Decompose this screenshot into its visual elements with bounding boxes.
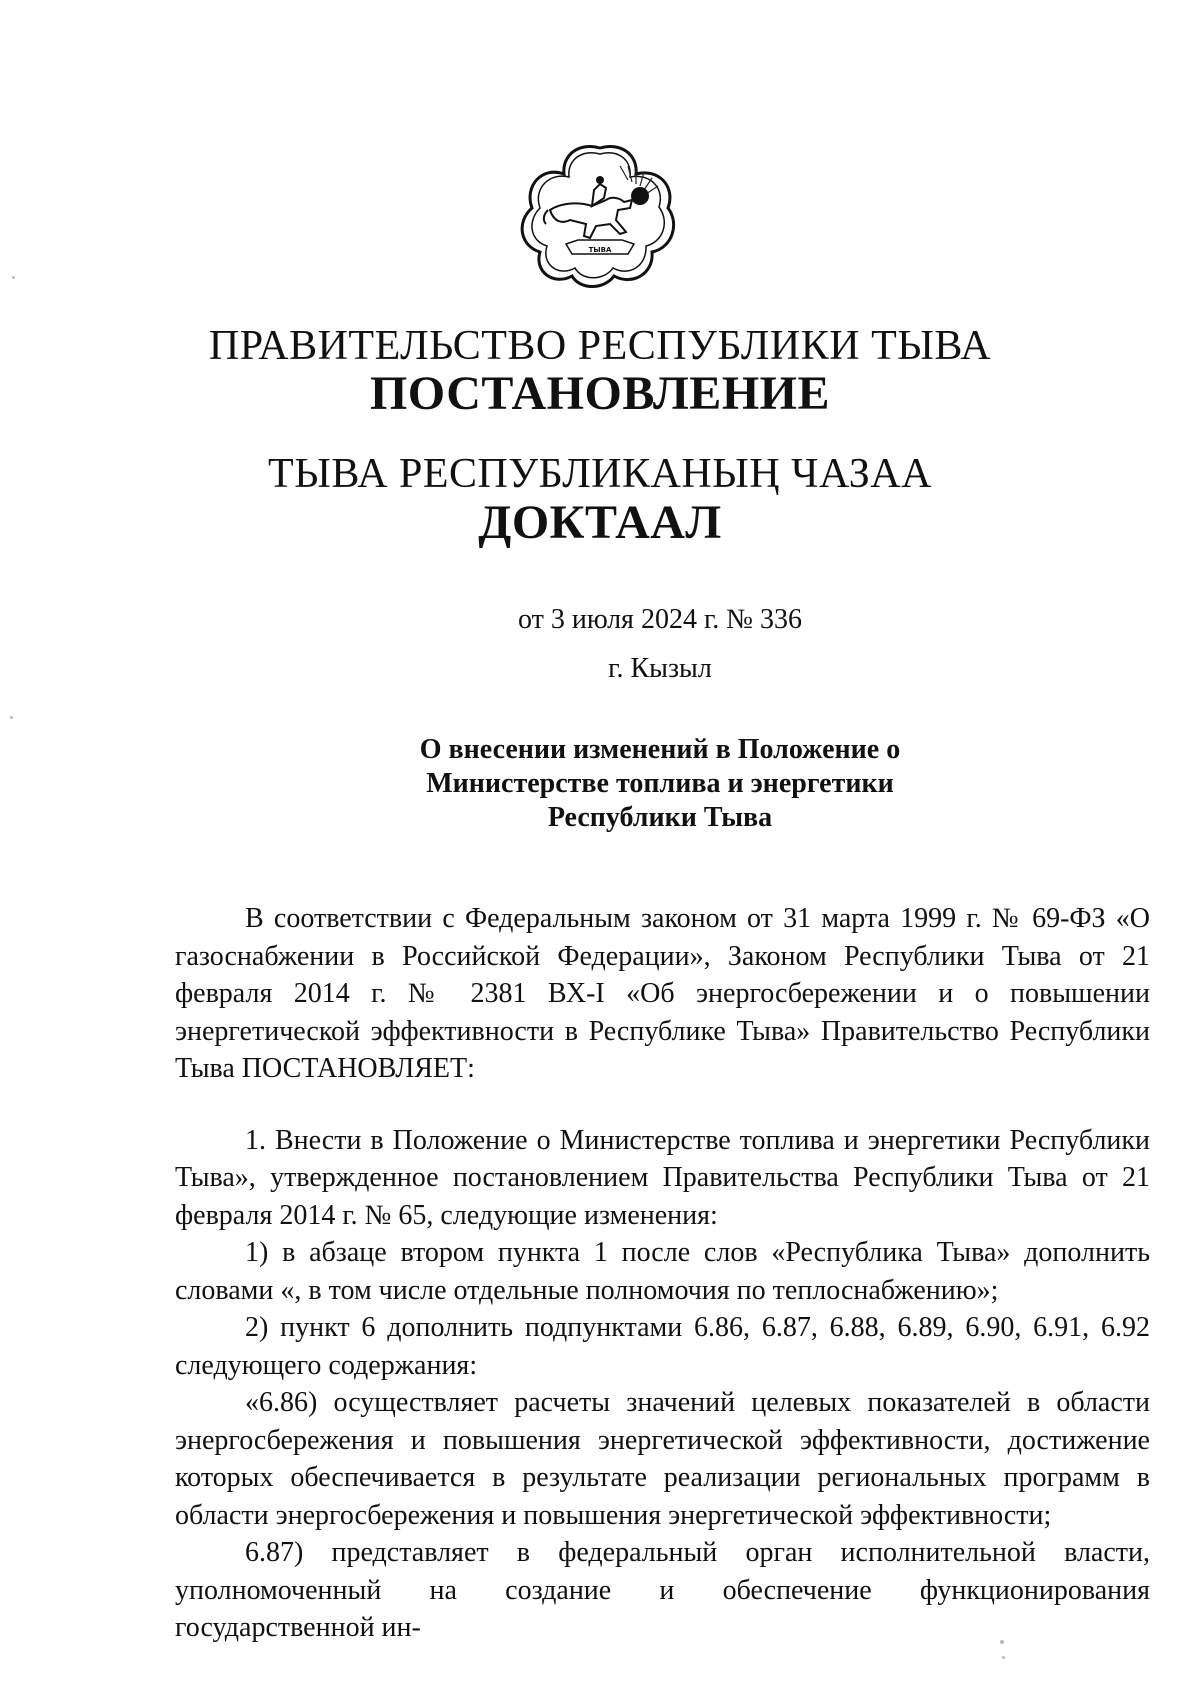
document-title bbox=[60, 733, 1200, 835]
government-name-ru: ПРАВИТЕЛЬСТВО РЕСПУБЛИКИ ТЫВА bbox=[208, 323, 992, 369]
scan-speck bbox=[10, 716, 13, 719]
title-line: Министерстве топлива и энергетики bbox=[426, 768, 894, 799]
body-paragraph: 1) в абзаце втором пункта 1 после слов «Республика Тыва» дополнить словами «, в том числе отдельные полномочия по теплоснабжению»; bbox=[175, 1237, 1150, 1306]
body-paragraph: «6.86) осуществляет расчеты значений целевых показателей в области энергосбережения и повышения энергетической эффективности, достижение которых обеспечивается в результате реализации региональных программ в области энергосбережения и повышения энергетической эффективности; bbox=[175, 1387, 1150, 1531]
document-type-tyv: ДОКТААЛ bbox=[478, 496, 722, 549]
emblem-label: ТЫВА bbox=[588, 246, 612, 254]
scan-speck bbox=[12, 276, 15, 279]
title-line: О внесении изменений в Положение о bbox=[419, 734, 901, 765]
body-paragraph: 1. Внести в Положение о Министерстве топлива и энергетики Республики Тыва», утвержденное постановлением Правительства Республики Тыва от 21 февраля 2014 г. № 65, следующие изменения: bbox=[175, 1124, 1150, 1231]
date-and-number: от 3 июля 2024 г. № 336 bbox=[518, 604, 802, 635]
document-body bbox=[175, 900, 1150, 1647]
coat-of-arms-icon bbox=[520, 140, 680, 290]
scan-speck bbox=[1000, 1640, 1004, 1644]
preamble-paragraph: В соответствии с Федеральным законом от 31 марта 1999 г. № 69-ФЗ «О газоснабжении в Российской Федерации», Законом Республики Тыва от 21 февраля 2014 г. № 2381 ВХ-I «Об энергосбережении и о повышении энергетической эффективности в Республике Тыва» Правительство Республики Тыва ПОСТАНОВЛЯЕТ: bbox=[175, 903, 1150, 1084]
body-paragraph: 2) пункт 6 дополнить подпунктами 6.86, 6.87, 6.88, 6.89, 6.90, 6.91, 6.92 следующего содержания: bbox=[175, 1312, 1150, 1381]
title-line: Республики Тыва bbox=[547, 802, 773, 833]
scan-speck bbox=[1002, 1656, 1005, 1659]
document-type-ru: ПОСТАНОВЛЕНИЕ bbox=[369, 367, 831, 420]
body-paragraph: 6.87) представляет в федеральный орган исполнительной власти, уполномоченный на создание и обеспечение функционирования государственной ин- bbox=[175, 1537, 1150, 1643]
city: г. Кызыл bbox=[608, 653, 712, 684]
government-name-tyv: ТЫВА РЕСПУБЛИКАНЫҢ ЧАЗАА bbox=[268, 451, 932, 497]
